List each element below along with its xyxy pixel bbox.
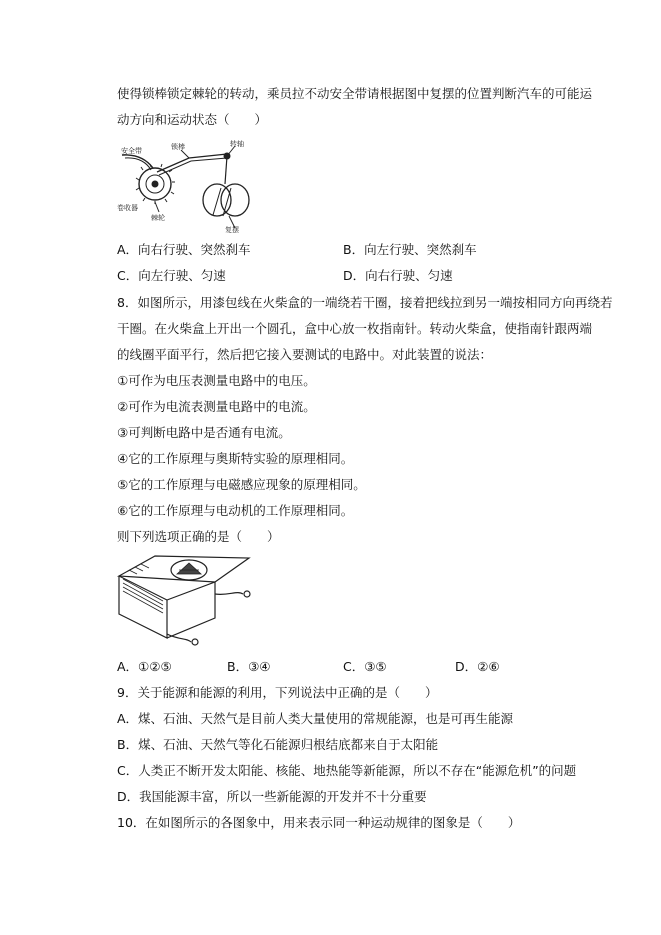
- q8-statement-5: ⑤它的工作原理与电磁感应现象的原理相同。: [117, 477, 366, 492]
- label-axle: 转轴: [230, 140, 244, 148]
- q7-stem-line2: 动方向和运动状态（ ）: [117, 112, 268, 127]
- q8-statement-6: ⑥它的工作原理与电动机的工作原理相同。: [117, 503, 354, 518]
- q8-option-c[interactable]: C．③⑤: [343, 659, 387, 674]
- q8-statement-4: ④它的工作原理与奥斯特实验的原理相同。: [117, 451, 354, 466]
- label-belt: 安全带: [121, 147, 142, 155]
- q8-prompt: 则下列选项正确的是（ ）: [117, 529, 280, 544]
- q9-stem: 9．关于能源和能源的利用，下列说法中正确的是（ ）: [117, 685, 438, 700]
- q8-option-a[interactable]: A．①②⑤: [117, 659, 172, 674]
- q7-stem-line1: 使得锁棒锁定棘轮的转动，乘员拉不动安全带请根据图中复摆的位置判断汽车的可能运: [117, 86, 593, 101]
- q9-option-b[interactable]: B．煤、石油、天然气等化石能源归根结底都来自于太阳能: [117, 737, 439, 752]
- label-pendulum: 复摆: [225, 226, 239, 234]
- q8-option-b[interactable]: B．③④: [227, 659, 271, 674]
- figure-lines: [122, 146, 249, 228]
- q9-option-d[interactable]: D．我国能源丰富，所以一些新能源的开发并不十分重要: [117, 789, 427, 804]
- q9-option-a[interactable]: A．煤、石油、天然气是目前人类大量使用的常规能源，也是可再生能源: [117, 711, 514, 726]
- q8-stem-line2: 干圈。在火柴盒上开出一个圆孔，盒中心放一枚指南针。转动火柴盒，使指南针跟两端: [117, 321, 593, 336]
- q7-option-d[interactable]: D．向右行驶、匀速: [343, 268, 453, 283]
- matchbox-drawing: [119, 556, 250, 645]
- q7-option-b[interactable]: B．向左行驶、突然刹车: [343, 242, 477, 257]
- q8-option-d[interactable]: D．②⑥: [455, 659, 500, 674]
- seatbelt-mechanism-figure: [117, 140, 297, 232]
- q10-stem: 10．在如图所示的各图象中，用来表示同一种运动规律的图象是（ ）: [117, 815, 521, 830]
- label-retractor: 卷收器: [117, 204, 138, 212]
- q8-stem-line1: 8．如图所示，用漆包线在火柴盒的一端绕若干圈，接着把线拉到另一端按相同方向再绕若: [117, 295, 613, 310]
- q7-option-a[interactable]: A．向右行驶、突然刹车: [117, 242, 251, 257]
- q7-option-c[interactable]: C．向左行驶、匀速: [117, 268, 226, 283]
- q8-statement-3: ③可判断电路中是否通有电流。: [117, 425, 291, 440]
- label-lock-bar: 锁棒: [171, 143, 185, 151]
- q8-statement-2: ②可作为电流表测量电路中的电流。: [117, 399, 316, 414]
- q8-statement-1: ①可作为电压表测量电路中的电压。: [117, 373, 316, 388]
- q9-option-c[interactable]: C．人类正不断开发太阳能、核能、地热能等新能源，所以不存在“能源危机”的问题: [117, 763, 577, 778]
- label-ratchet: 棘轮: [151, 214, 165, 222]
- q8-stem-line3: 的线圈平面平行，然后把它接入要测试的电路中。对此装置的说法：: [117, 347, 493, 362]
- matchbox-compass-figure: [117, 554, 267, 646]
